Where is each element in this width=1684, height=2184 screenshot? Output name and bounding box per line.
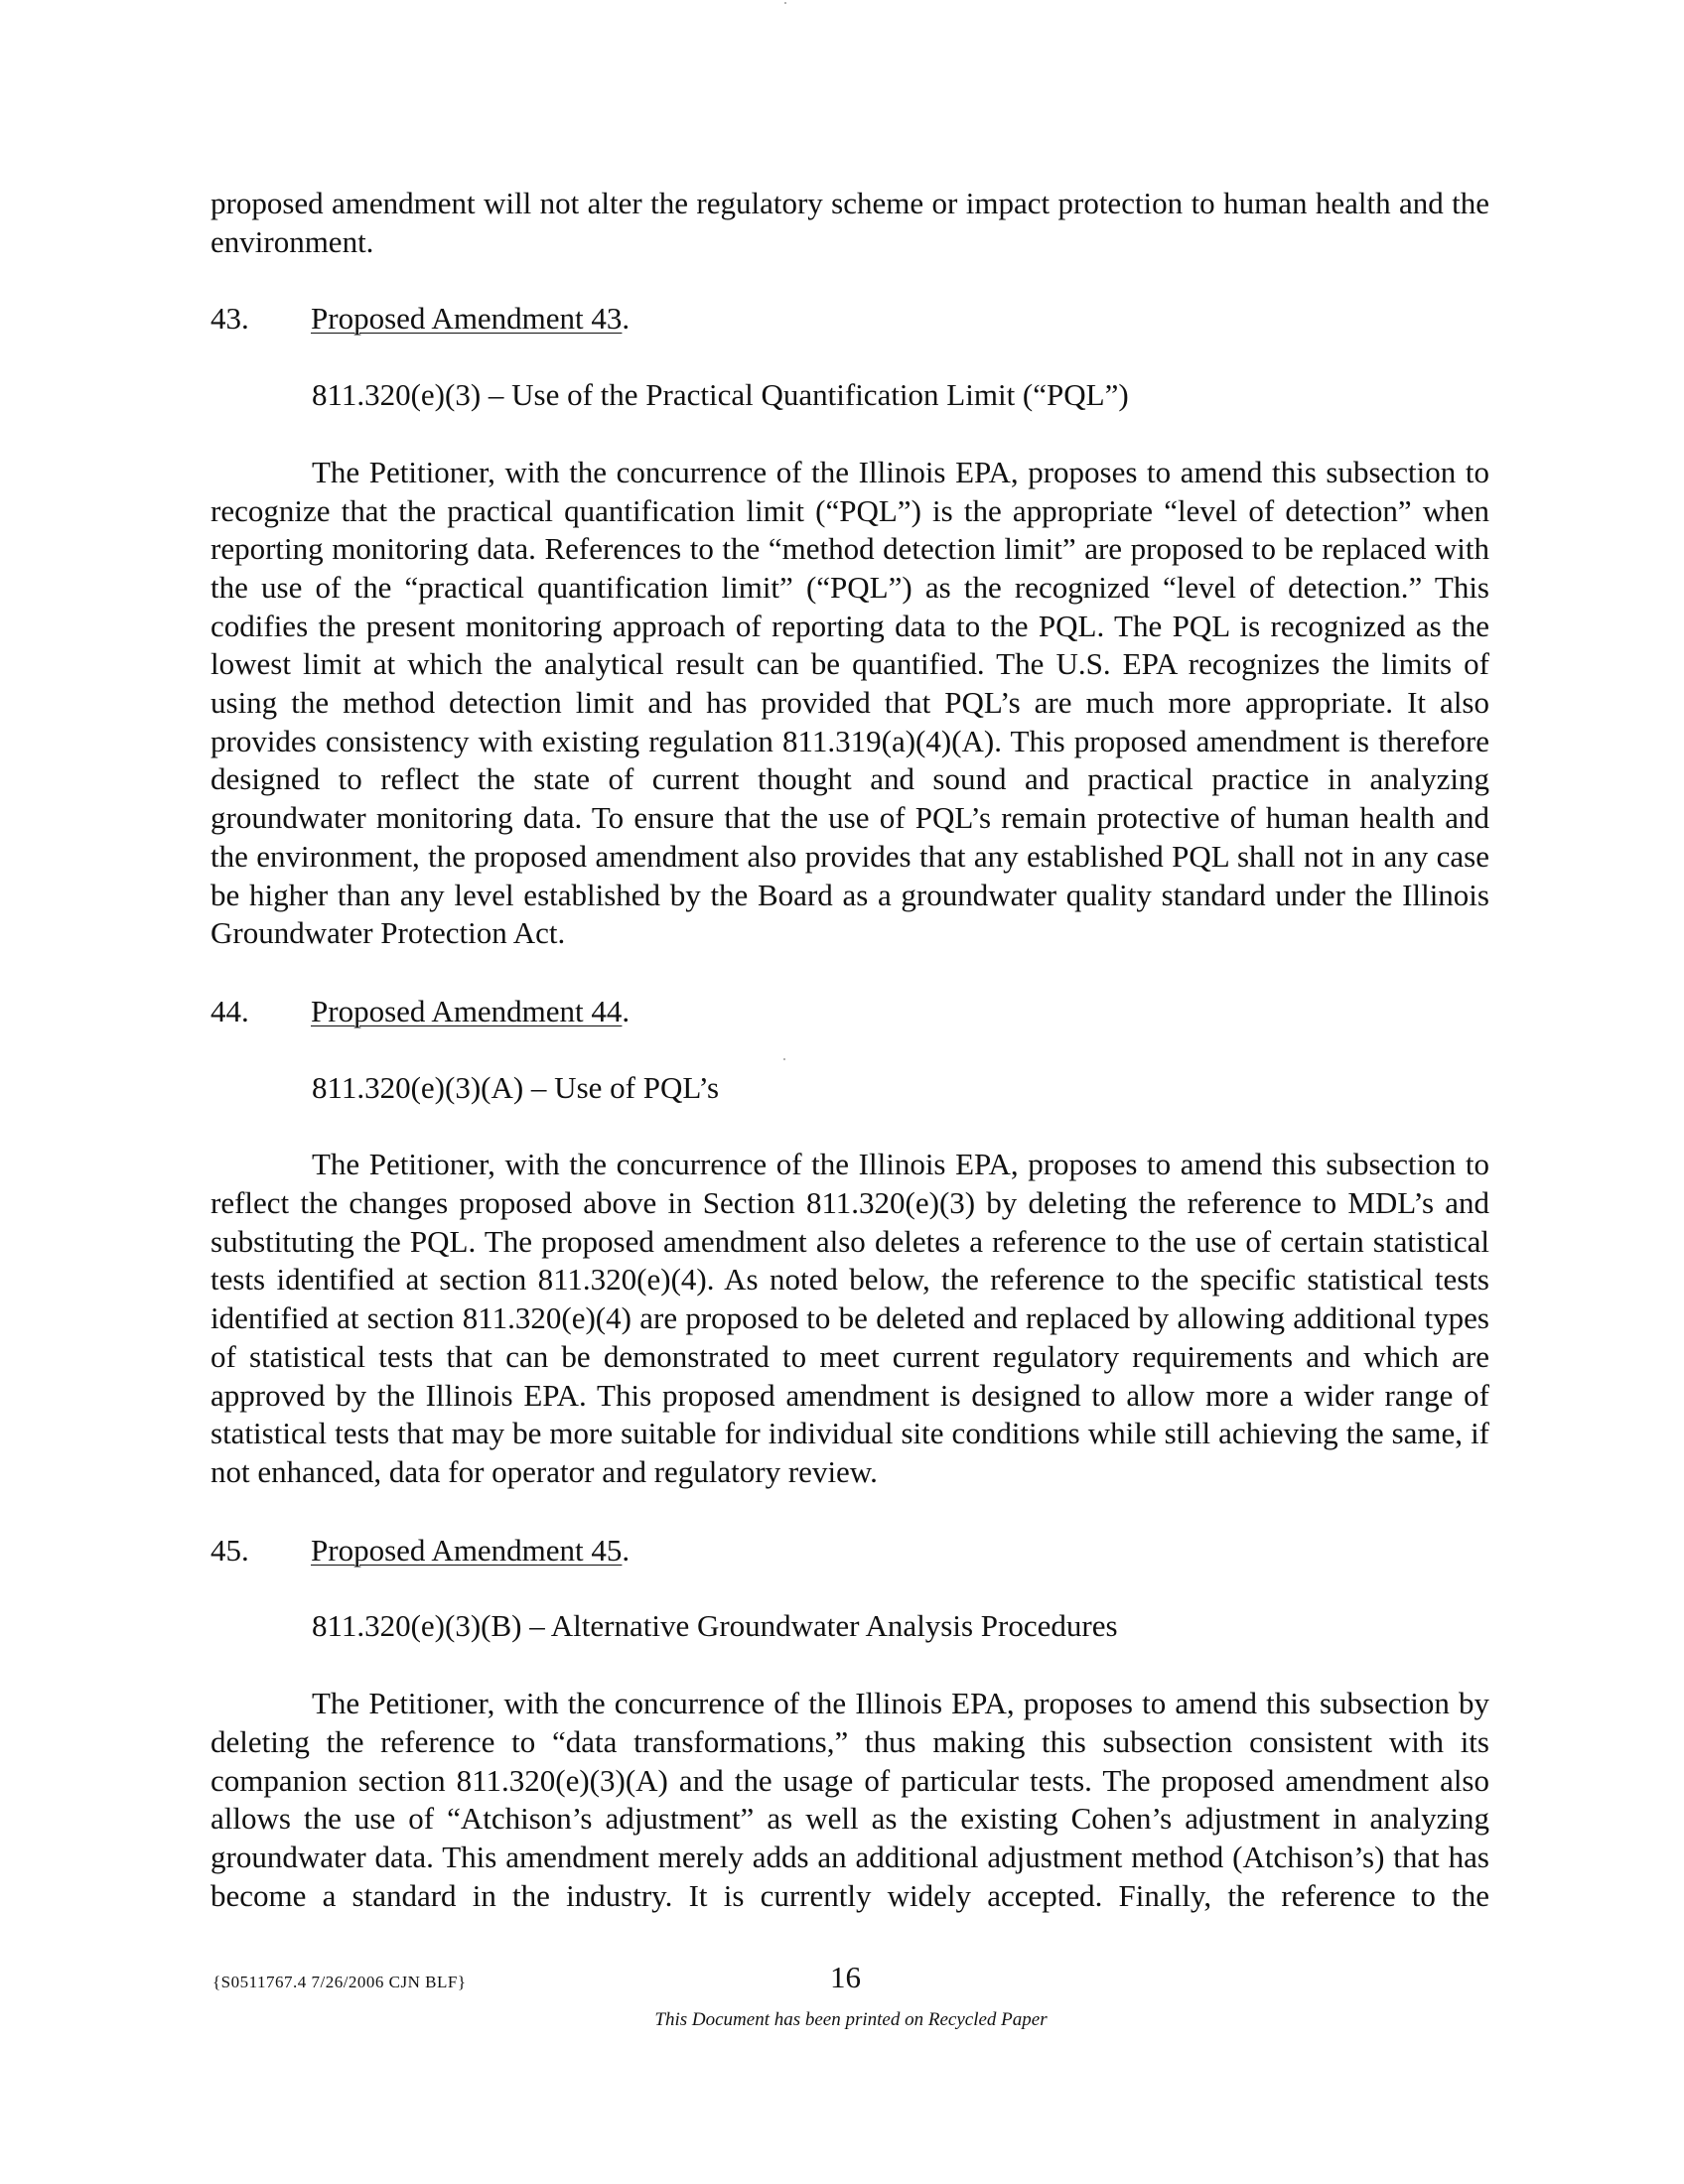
document-page <box>210 185 1489 1915</box>
section-number: 45. <box>210 1532 249 1568</box>
page-number: 16 <box>830 1960 861 1994</box>
section-subheading-45: 811.320(e)(3)(B) – Alternative Groundwater Analysis Procedures <box>312 1608 1118 1644</box>
section-heading-45 <box>210 1532 1489 1570</box>
section-title-period: . <box>622 301 631 337</box>
section-title-period: . <box>622 1532 631 1568</box>
document-id-stamp: {S0511767.4 7/26/2006 CJN BLF} <box>212 1973 467 1991</box>
recycled-paper-text: This Document has been printed on Recycled Paper <box>654 2009 1048 2030</box>
section-body-44: The Petitioner, with the concurrence of the Illinois EPA, proposes to amend this subsection to reflect the changes proposed above in Section 811.320(e)(3) by deleting the reference to MDL’s and substituting the PQL. The proposed amendment also deletes a reference to the use of certain statistical tests identified at section 811.320(e)(4). As noted below, the reference to the specific statistical tests identified at section 811.320(e)(4) are proposed to be deleted and replaced by allowing additional types of statistical tests that can be demonstrated to meet current regulatory requirements and which are approved by the Illinois EPA. This proposed amendment is designed to allow more a wider range of statistical tests that may be more suitable for individual site conditions while still achieving the same, if not enhanced, data for operator and regulatory review. <box>210 1147 1489 1489</box>
section-number: 43. <box>210 301 249 337</box>
section-title: Proposed Amendment 45 <box>311 1532 623 1568</box>
section-heading-44 <box>210 993 1489 1031</box>
recycled-paper-notice <box>0 2009 1684 2031</box>
section-heading-43 <box>210 300 1489 339</box>
scan-speck <box>784 2 786 4</box>
continued-paragraph: proposed amendment will not alter the regulatory scheme or impact protection to human health and the environment. <box>210 186 1489 259</box>
section-body-43: The Petitioner, with the concurrence of the Illinois EPA, proposes to amend this subsection to recognize that the practical quantification limit (“PQL”) is the appropriate “level of detection” when reporting monitoring data. References to the “method detection limit” are proposed to be replaced with the use of the “practical quantification limit” (“PQL”) as the recognized “level of detection.” This codifies the present monitoring approach of reporting data to the PQL. The PQL is recognized as the lowest limit at which the analytical result can be quantified. The U.S. EPA recognizes the limits of using the method detection limit and has provided that PQL’s are much more appropriate. It also provides consistency with existing regulation 811.319(a)(4)(A). This proposed amendment is therefore designed to reflect the state of current thought and sound and practical practice in analyzing groundwater monitoring data. To ensure that the use of PQL’s remain protective of human health and the environment, the proposed amendment also provides that any established PQL shall not in any case be higher than any level established by the Board as a groundwater quality standard under the Illinois Groundwater Protection Act. <box>210 454 1489 951</box>
section-title: Proposed Amendment 44 <box>311 993 623 1028</box>
section-subheading-44: 811.320(e)(3)(A) – Use of PQL’s <box>312 1069 720 1105</box>
section-title: Proposed Amendment 43 <box>311 301 623 337</box>
section-subheading-43: 811.320(e)(3) – Use of the Practical Quantification Limit (“PQL”) <box>312 377 1129 413</box>
section-body-45: The Petitioner, with the concurrence of the Illinois EPA, proposes to amend this subsection by deleting the reference to “data transformations,” thus making this subsection consistent with its companion section 811.320(e)(3)(A) and the usage of particular tests. The proposed amendment also allows the use of “Atchison’s adjustment” as well as the existing Cohen’s adjustment in analyzing groundwater data. This amendment merely adds an additional adjustment method (Atchison’s) that has become a standard in the industry. It is currently widely accepted. Finally, the reference to the <box>210 1686 1489 1913</box>
section-title-period: . <box>622 993 631 1028</box>
section-number: 44. <box>210 993 249 1028</box>
